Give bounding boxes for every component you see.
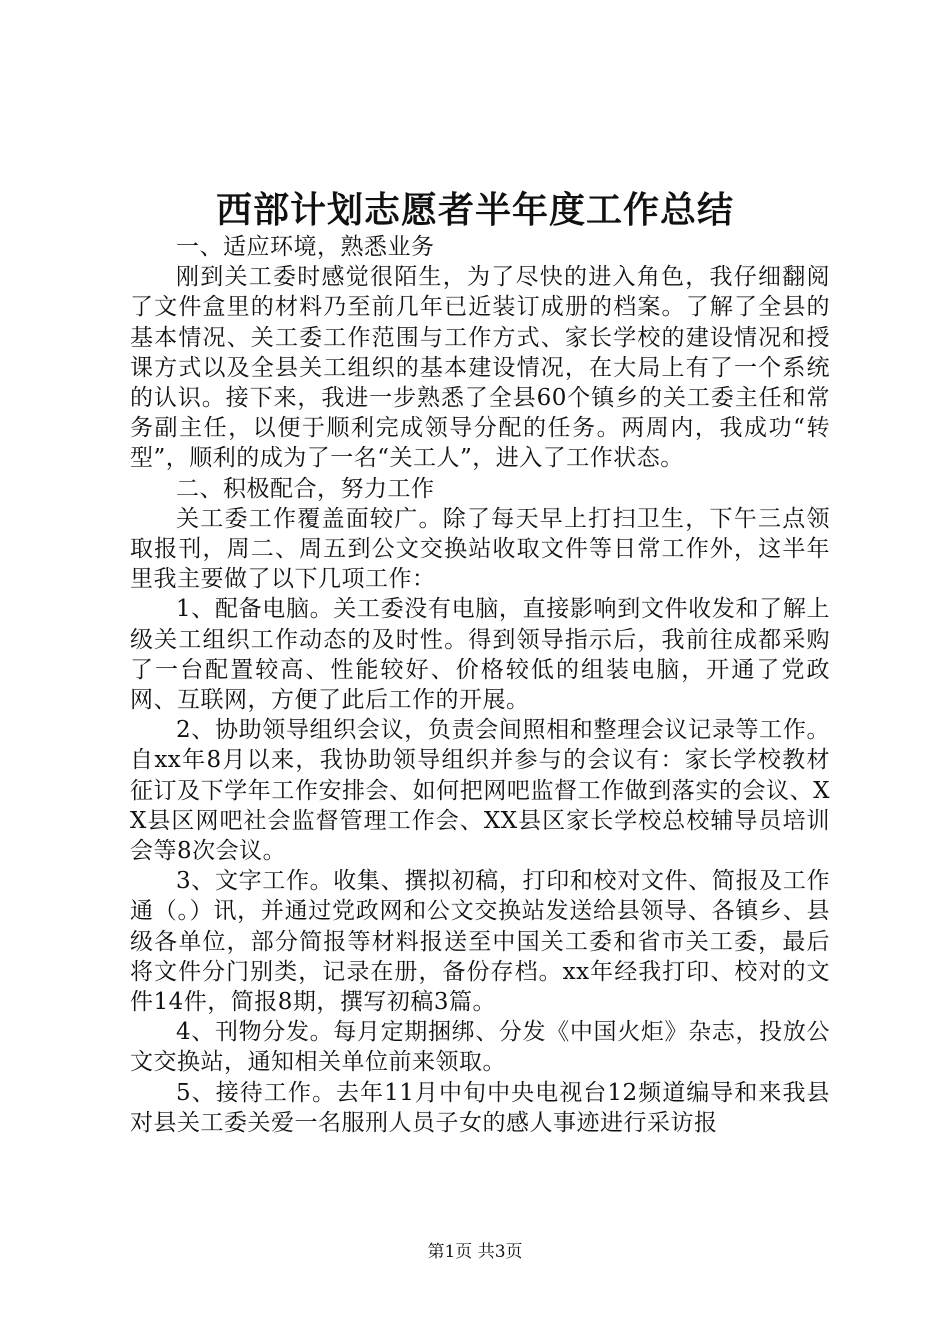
section-heading-1: 一、适应环境，熟悉业务 <box>176 234 435 260</box>
paragraph-work-overview: 关工委工作覆盖面较广。除了每天早上打扫卫生，下午三点领取报刊，周二、周五到公文交换站收取文件等日常工作外，这半年里我主要做了以下几项工作： <box>130 505 830 593</box>
paragraph-item-5: 5、接待工作。去年11月中旬中央电视台12频道编导和来我县对县关工委关爱一名服刑人员子女的感人事迹进行采访报 <box>130 1079 830 1136</box>
paragraph-item-4: 4、刊物分发。每月定期捆绑、分发《中国火炬》杂志，投放公文交换站，通知相关单位前来领取。 <box>130 1019 830 1076</box>
paragraph-item-2: 2、协助领导组织会议，负责会间照相和整理会议记录等工作。自xx年8月以来，我协助领导组织并参与的会议有：家长学校教材征订及下学年工作安排会、如何把网吧监督工作做到落实的会议、XX县区网吧社会监督管理工作会、XX县区家长学校总校辅导员培训会等8次会议。 <box>130 717 830 865</box>
page-footer: 第1页 共3页 <box>427 1242 523 1262</box>
document-body <box>130 232 830 1138</box>
paragraph-item-1: 1、配备电脑。关工委没有电脑，直接影响到文件收发和了解上级关工组织工作动态的及时性。得到领导指示后，我前往成都采购了一台配置较高、性能较好、价格较低的组装电脑，开通了党政网、互联网，方便了此后工作的开展。 <box>130 596 830 714</box>
document-title: 西部计划志愿者半年度工作总结 <box>215 189 734 231</box>
paragraph-adapt-environment: 刚到关工委时感觉很陌生，为了尽快的进入角色，我仔细翻阅了文件盒里的材料乃至前几年已近装订成册的档案。了解了全县的基本情况、关工委工作范围与工作方式、家长学校的建设情况和授课方式以及全县关工组织的基本建设情况，在大局上有了一个系统的认识。接下来，我进一步熟悉了全县60个镇乡的关工委主任和常务副主任，以便于顺利完成领导分配的任务。两周内，我成功“转型”，顺利的成为了一名“关工人”，进入了工作状态。 <box>130 264 830 472</box>
paragraph-item-3: 3、文字工作。收集、撰拟初稿，打印和校对文件、简报及工作通（。）讯，并通过党政网和公文交换站发送给县领导、各镇乡、县级各单位，部分简报等材料报送至中国关工委和省市关工委，最后将文件分门别类，记录在册，备份存档。xx年经我打印、校对的文件14件，简报8期，撰写初稿3篇。 <box>130 868 830 1016</box>
section-heading-2: 二、积极配合，努力工作 <box>176 475 435 502</box>
